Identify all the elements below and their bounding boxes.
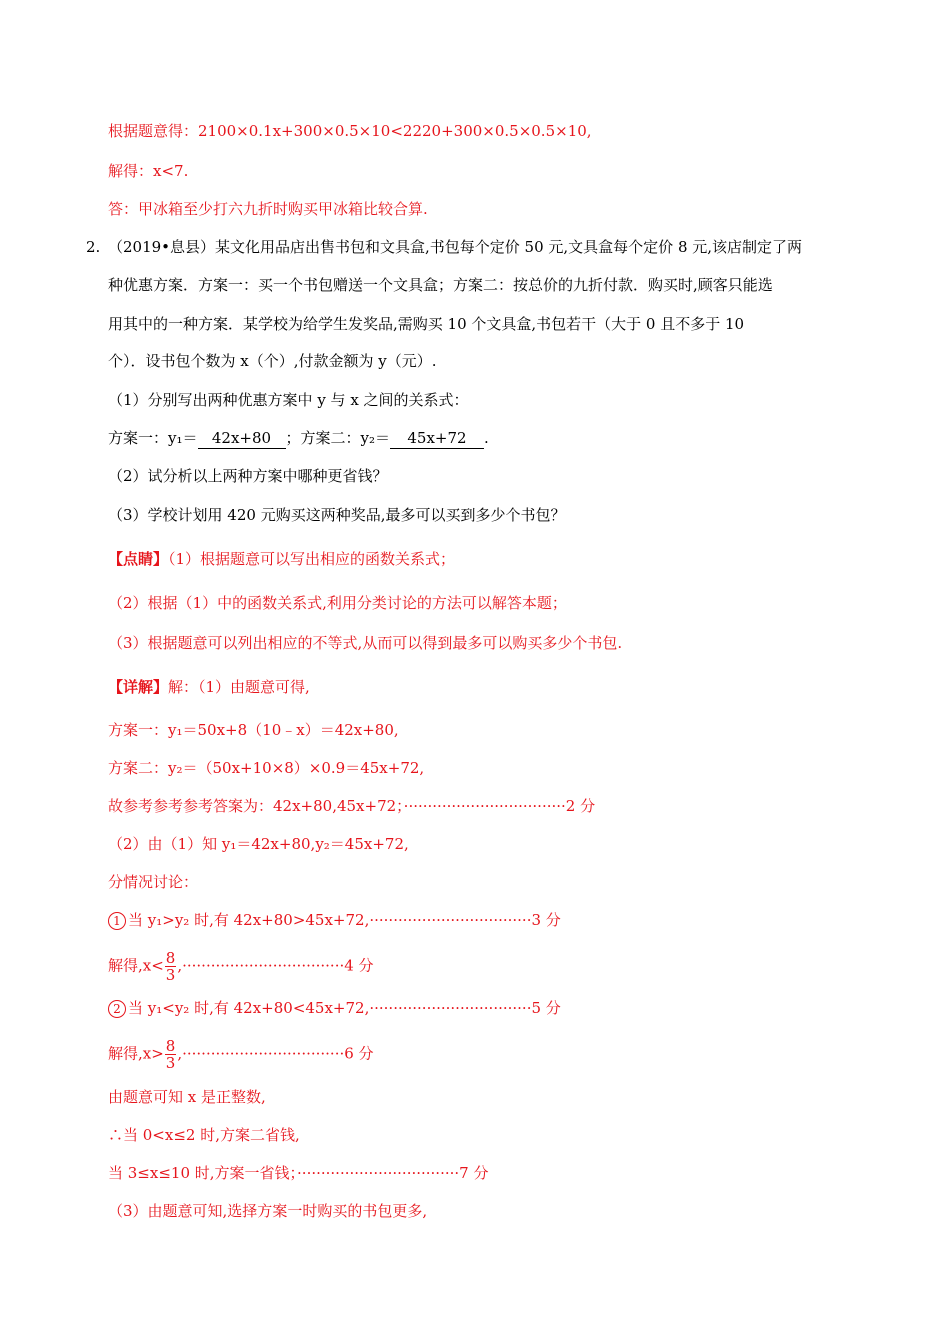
question-text-4: 个）．设书包个数为 x（个）,付款金额为 y（元）.	[108, 352, 437, 370]
fraction-8-3-second	[165, 1038, 177, 1071]
plan2-label: ；方案二：y₂＝	[285, 429, 390, 447]
solution-case-1	[108, 910, 561, 930]
solution-case-1-result	[108, 950, 374, 983]
solution-range-plan2: ∴当 0<x≤2 时,方案二省钱,	[108, 1126, 300, 1144]
dianjing-tag: 【点睛】	[108, 550, 169, 568]
question-part-1-blanks	[108, 428, 489, 449]
case-1-text: 当 y₁>y₂ 时,有 42x+80>45x+72,··································3 分	[128, 911, 561, 929]
solution-range-plan1: 当 3≤x≤10 时,方案一省钱；··································7 分	[108, 1164, 489, 1182]
question-text-3: 用其中的一种方案．某学校为给学生发奖品,需购买 10 个文具盒,书包若干（大于 0 且不多于 10	[108, 315, 745, 333]
question-text-1: （2019•息县）某文化用品店出售书包和文具盒,书包每个定价 50 元,文具盒每个定价 8 元,该店制定了两	[108, 238, 803, 256]
solution-part-3-intro: （3）由题意可知,选择方案一时购买的书包更多,	[108, 1202, 428, 1220]
question-part-1: （1）分别写出两种优惠方案中 y 与 x 之间的关系式：	[108, 391, 469, 409]
dianjing-text-1: （1）根据题意可以写出相应的函数关系式；	[168, 550, 456, 568]
question-part-2: （2）试分析以上两种方案中哪种更省钱？	[108, 467, 388, 485]
solution-answer-1: 故参考参考参考答案为：42x+80,45x+72；··································2 分	[108, 797, 596, 815]
answer-line-conclusion: 答：甲冰箱至少打六九折时购买甲冰箱比较合算.	[108, 200, 428, 218]
case-2-text: 当 y₁<y₂ 时,有 42x+80<45x+72,··································5 分	[128, 999, 561, 1017]
xiangjie-text-1: 解：（1）由题意可得,	[168, 678, 310, 696]
solution-plan2: 方案二：y₂＝（50x+10×8）×0.9＝45x+72,	[108, 759, 425, 777]
xiangjie-line-1	[108, 677, 310, 697]
solution-case-2-result	[108, 1038, 374, 1071]
solution-case-2	[108, 998, 561, 1018]
case-1-result-suffix: ,··································4 分	[177, 956, 374, 975]
xiangjie-tag: 【详解】	[108, 678, 169, 696]
plan1-label: 方案一：y₁＝	[108, 429, 198, 447]
question-part-3: （3）学校计划用 420 元购买这两种奖品,最多可以买到多少个书包？	[108, 506, 566, 524]
fraction-denominator-second: 3	[165, 1054, 176, 1072]
question-text-2: 种优惠方案．方案一：买一个书包赠送一个文具盒；方案二：按总价的九折付款．购买时,顾客只能选	[108, 276, 773, 294]
solution-case-intro: 分情况讨论：	[108, 873, 199, 891]
answer-line-solution: 解得：x<7.	[108, 162, 189, 180]
dianjing-line-1	[108, 549, 455, 569]
question-number: 2.	[86, 238, 101, 256]
fraction-8-3	[165, 950, 177, 983]
dianjing-line-2: （2）根据（1）中的函数关系式,利用分类讨论的方法可以解答本题；	[108, 594, 567, 612]
solution-plan1: 方案一：y₁＝50x+8（10﹣x）＝42x+80,	[108, 721, 399, 739]
dianjing-line-3: （3）根据题意可以列出相应的不等式,从而可以得到最多可以购买多少个书包.	[108, 634, 623, 652]
fraction-denominator: 3	[165, 966, 176, 984]
plan1-blank-answer: 42x+80	[198, 428, 286, 449]
circled-number-2: 2	[108, 1000, 126, 1018]
circled-number-1: 1	[108, 912, 126, 930]
plan2-blank-answer: 45x+72	[390, 428, 484, 449]
solution-part-2-intro: （2）由（1）知 y₁＝42x+80,y₂＝45x+72,	[108, 835, 409, 853]
solution-integer-note: 由题意可知 x 是正整数,	[108, 1088, 266, 1106]
case-2-result-suffix: ,··································6 分	[177, 1044, 374, 1063]
fraction-numerator: 8	[165, 949, 176, 967]
fraction-numerator-second: 8	[165, 1037, 176, 1055]
answer-line-equation: 根据题意得：2100×0.1x+300×0.5×10<2220+300×0.5×0.5×10,	[108, 122, 592, 140]
case-2-result-prefix: 解得,x>	[108, 1044, 164, 1063]
blank-end: .	[484, 429, 489, 447]
case-1-result-prefix: 解得,x<	[108, 956, 164, 975]
